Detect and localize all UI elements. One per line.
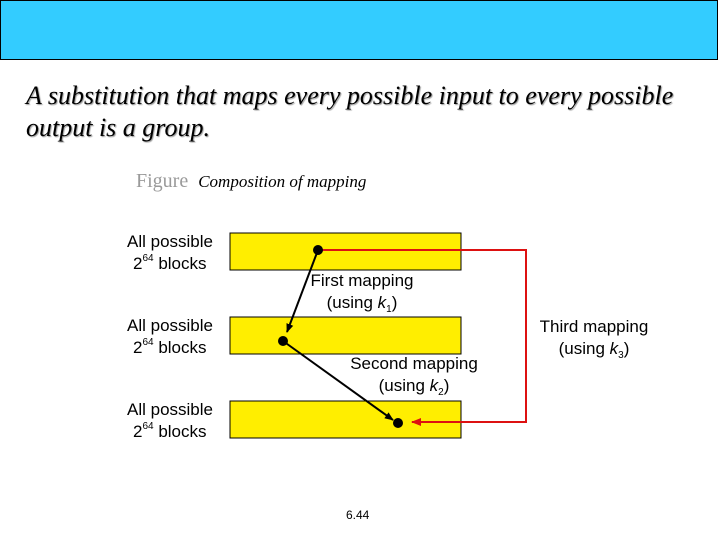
- block-rect-1: [230, 233, 461, 270]
- third-mapping-key: (using $k_3$): [558, 339, 630, 361]
- third-mapping-label: Third mapping: [539, 317, 649, 336]
- second-mapping-key: (using $k_2$): [378, 376, 450, 398]
- block-label-3-line1: All possible: [127, 400, 213, 419]
- block-label-3-line2: $2^{64}$ blocks: [133, 421, 207, 441]
- first-mapping-label: First mapping: [310, 271, 414, 290]
- point-middle: [278, 336, 288, 346]
- block-label-2-line2: $2^{64}$ blocks: [133, 337, 207, 357]
- block-label-2-line1: All possible: [127, 316, 213, 335]
- block-label-1-line2: $2^{64}$ blocks: [133, 253, 207, 273]
- figure-label: Figure: [136, 170, 189, 192]
- figure-title: Composition of mapping: [198, 172, 367, 191]
- second-mapping-label: Second mapping: [350, 354, 478, 373]
- first-mapping-key: (using $k_1$): [326, 293, 398, 315]
- page-number: 6.44: [346, 508, 370, 522]
- point-bottom: [393, 418, 403, 428]
- block-rect-2: [230, 317, 461, 354]
- block-rect-3: [230, 401, 461, 438]
- point-top: [313, 245, 323, 255]
- slide-title: A substitution that maps every possible input to every possible output is a group.: [26, 81, 674, 142]
- block-label-1-line1: All possible: [127, 232, 213, 251]
